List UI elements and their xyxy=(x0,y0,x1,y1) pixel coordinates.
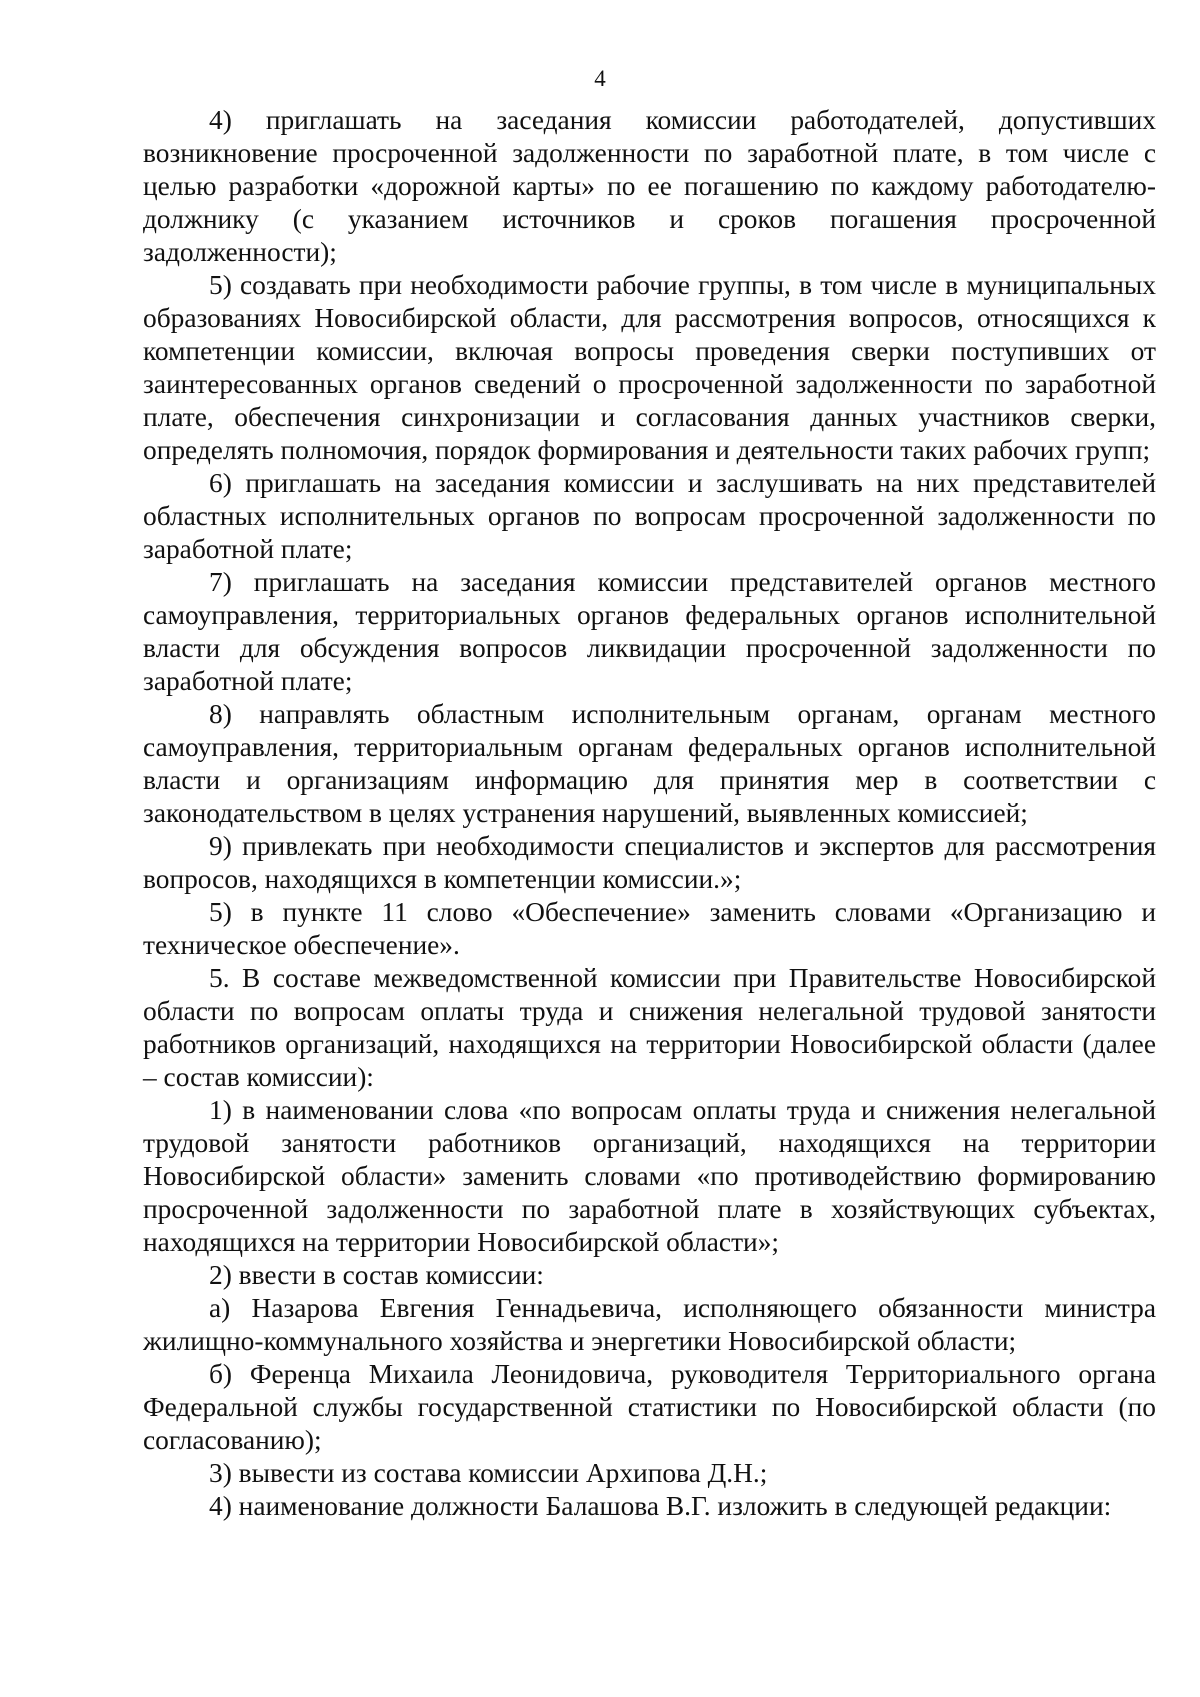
paragraph-item-4-position-title: 4) наименование должности Балашова В.Г. изложить в следующей редакции: xyxy=(209,1491,1112,1521)
paragraph-item-8-send-information: 8) направлять областным исполнительным органам, органам местного самоуправления, территориальным органам федеральных органов исполнительной власти и организациям информацию для принятия мер в соответствии с законодательством в целях устранения нарушений, выявленных комиссией; xyxy=(143,699,1156,828)
paragraph-item-2-add-members: 2) ввести в состав комиссии: xyxy=(209,1260,544,1290)
paragraph-item-6-invite-regional-bodies: 6) приглашать на заседания комиссии и заслушивать на них представителей областных исполнительных органов по вопросам просроченной задолженности по заработной плате; xyxy=(143,468,1156,564)
paragraph-item-5-working-groups: 5) создавать при необходимости рабочие группы, в том числе в муниципальных образованиях Новосибирской области, для рассмотрения вопросов, относящихся к компетенции комиссии, включая вопросы проведения сверки поступивших от заинтересованных органов сведений о просроченной задолженности по заработной плате, обеспечения синхронизации и согласования данных участников сверки, определять полномочия, порядок формирования и деятельности таких рабочих групп; xyxy=(143,270,1156,465)
page-number: 4 xyxy=(594,66,606,91)
paragraph-subitem-b-ferenc: б) Ференца Михаила Леонидовича, руководителя Территориального органа Федеральной службы государственной статистики по Новосибирской области (по согласованию); xyxy=(143,1359,1156,1455)
paragraph-item-9-involve-experts: 9) привлекать при необходимости специалистов и экспертов для рассмотрения вопросов, находящихся в компетенции комиссии.»; xyxy=(143,831,1156,894)
paragraph-subitem-a-nazarov: а) Назарова Евгения Геннадьевича, исполняющего обязанности министра жилищно-коммунального хозяйства и энергетики Новосибирской области; xyxy=(143,1293,1156,1356)
paragraph-item-5-point-11-amendment: 5) в пункте 11 слово «Обеспечение» заменить словами «Организацию и техническое обеспечение». xyxy=(143,897,1156,960)
paragraph-item-3-remove-member: 3) вывести из состава комиссии Архипова Д.Н.; xyxy=(209,1458,768,1488)
paragraph-item-7-invite-local-bodies: 7) приглашать на заседания комиссии представителей органов местного самоуправления, территориальных органов федеральных органов исполнительной власти для обсуждения вопросов ликвидации просроченной задолженности по заработной плате; xyxy=(143,567,1156,696)
paragraph-item-4-invite-employers: 4) приглашать на заседания комиссии работодателей, допустивших возникновение просроченной задолженности по заработной плате, в том числе с целью разработки «дорожной карты» по ее погашению по каждому работодателю-должнику (с указанием источников и сроков погашения просроченной задолженности); xyxy=(143,105,1156,267)
paragraph-item-1-rename: 1) в наименовании слова «по вопросам оплаты труда и снижения нелегальной трудовой занятости работников организаций, находящихся на территории Новосибирской области» заменить словами «по противодействию формированию просроченной задолженности по заработной плате в хозяйствующих субъектах, находящихся на территории Новосибирской области»; xyxy=(143,1095,1156,1257)
paragraph-section-5-commission-composition: 5. В составе межведомственной комиссии при Правительстве Новосибирской области по вопросам оплаты труда и снижения нелегальной трудовой занятости работников организаций, находящихся на территории Новосибирской области (далее – состав комиссии): xyxy=(143,963,1156,1092)
document-body xyxy=(143,104,1156,1523)
